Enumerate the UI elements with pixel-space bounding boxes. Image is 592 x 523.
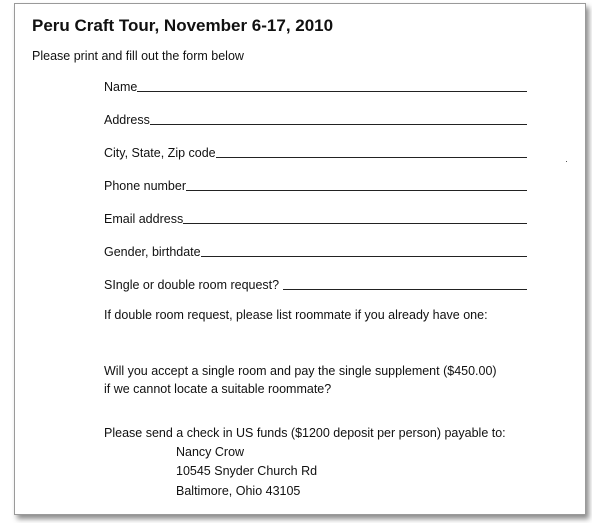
city-state-zip-field[interactable] — [104, 146, 527, 160]
scan-speck — [566, 161, 567, 162]
address-line[interactable] — [150, 123, 527, 125]
payee-street: 10545 Snyder Church Rd — [176, 464, 318, 478]
form-page — [14, 3, 586, 515]
roommate-prompt: If double room request, please list roommate if you already have one: — [104, 308, 488, 322]
payment-instruction: Please send a check in US funds ($1200 deposit per person) payable to: — [104, 426, 506, 440]
phone-label: Phone number — [104, 179, 187, 193]
phone-line[interactable] — [186, 189, 527, 191]
gender-birthdate-label: Gender, birthdate — [104, 245, 201, 259]
supplement-question-line2: if we cannot locate a suitable roommate? — [104, 382, 332, 396]
room-request-field[interactable] — [104, 278, 527, 292]
phone-field[interactable] — [104, 179, 527, 193]
email-field[interactable] — [104, 212, 527, 226]
intro-text: Please print and fill out the form below — [32, 49, 244, 63]
name-line[interactable] — [137, 90, 527, 92]
payee-city: Baltimore, Ohio 43105 — [176, 484, 301, 498]
address-label: Address — [104, 113, 150, 127]
name-field[interactable] — [104, 80, 527, 94]
room-request-line[interactable] — [283, 288, 527, 290]
page-title: Peru Craft Tour, November 6-17, 2010 — [32, 16, 334, 35]
gender-birthdate-line[interactable] — [201, 255, 527, 257]
city-state-zip-line[interactable] — [216, 156, 527, 158]
room-request-label: SIngle or double room request? — [104, 278, 283, 292]
email-label: Email address — [104, 212, 184, 226]
payee-name: Nancy Crow — [176, 445, 245, 459]
supplement-question-line1: Will you accept a single room and pay the single supplement ($450.00) — [104, 364, 497, 378]
city-state-zip-label: City, State, Zip code — [104, 146, 216, 160]
email-line[interactable] — [183, 222, 527, 224]
gender-birthdate-field[interactable] — [104, 245, 527, 259]
name-label: Name — [104, 80, 138, 94]
address-field[interactable] — [104, 113, 527, 127]
